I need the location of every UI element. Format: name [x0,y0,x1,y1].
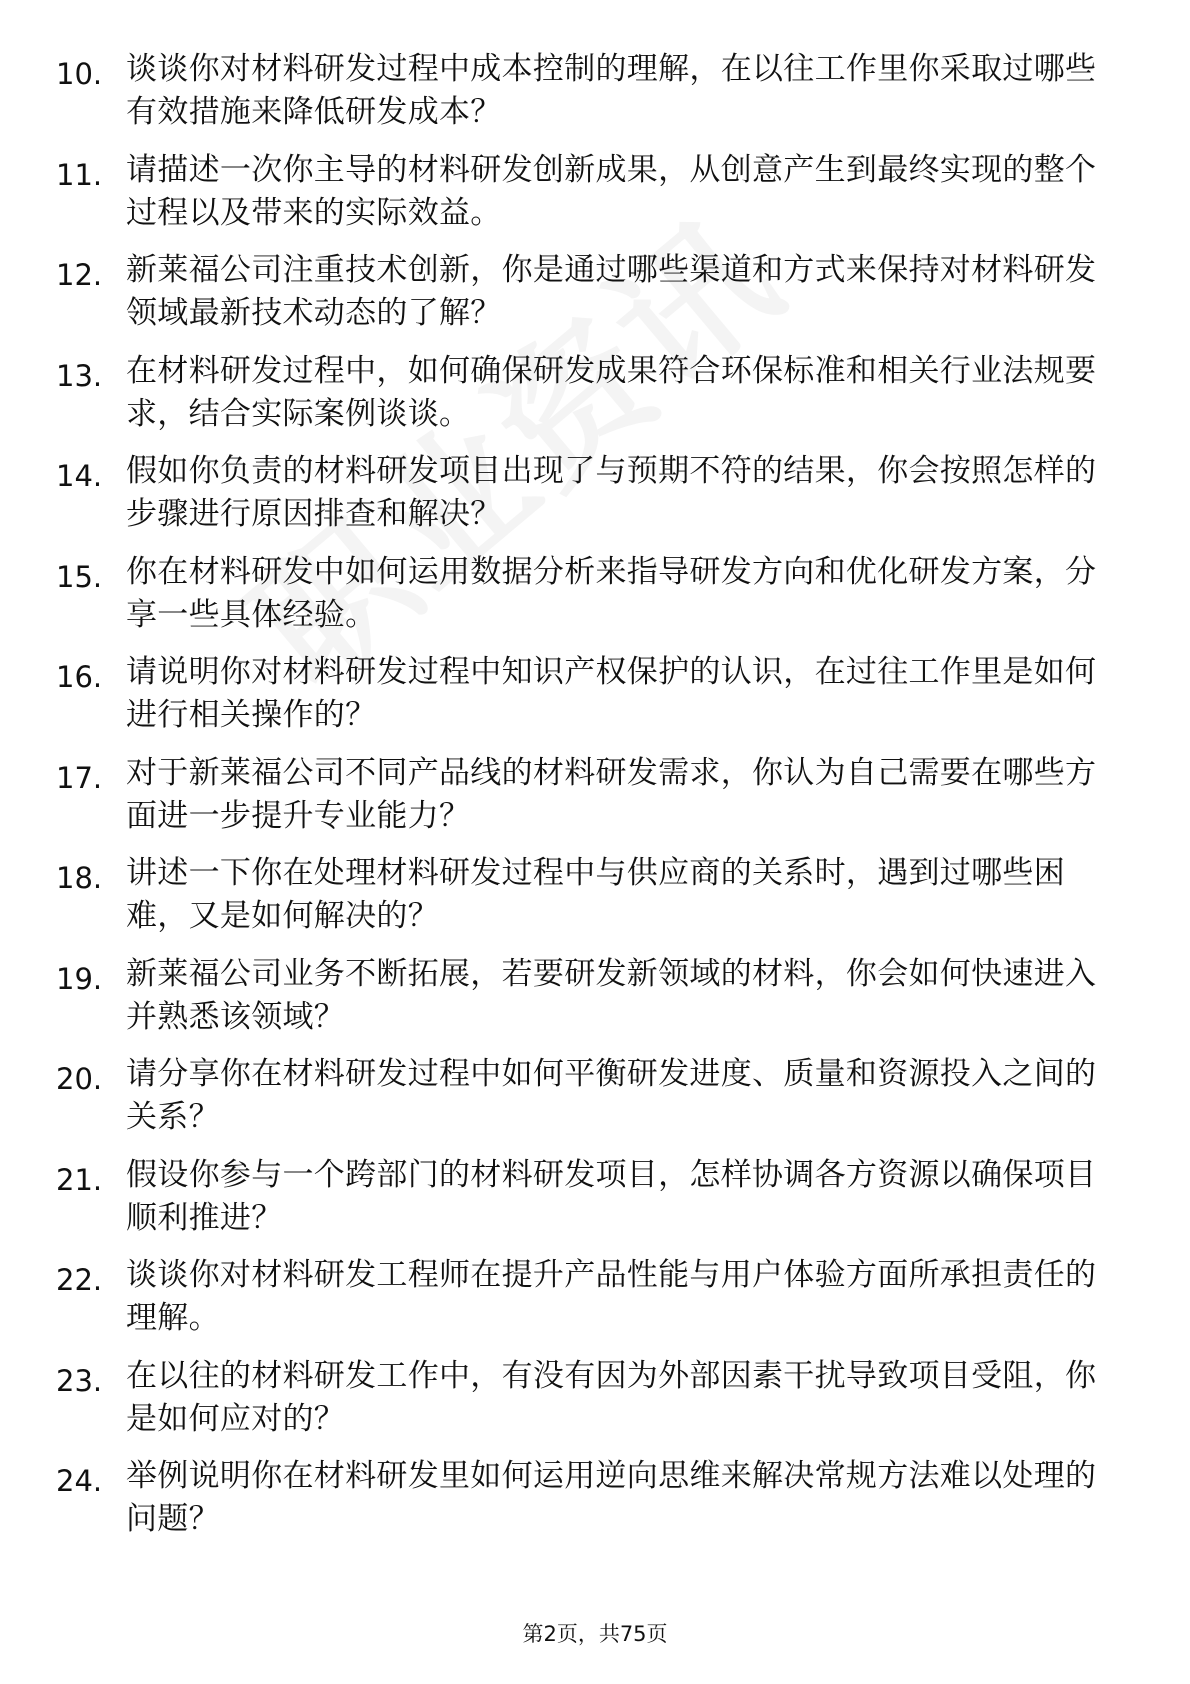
page-number-footer: 第2页，共75页 [522,1622,668,1646]
question-number: 24. [56,1464,103,1498]
question-item [0,651,1190,752]
question-number: 12. [56,258,103,292]
question-number: 17. [56,760,103,795]
question-item [0,350,1190,451]
question-text: 讲述一下你在处理材料研发过程中与供应商的关系时，遇到过哪些困难，又是如何解决的？ [126,855,1065,934]
question-list [0,48,1190,1556]
question-text: 在材料研发过程中，如何确保研发成果符合环保标准和相关行业法规要求，结合实际案例谈谈。 [126,352,1097,432]
question-item [0,249,1190,350]
question-item [0,450,1190,551]
question-text: 假设你参与一个跨部门的材料研发项目，怎样协调各方资源以确保项目顺利推进？ [126,1156,1097,1236]
question-text: 谈谈你对材料研发过程中成本控制的理解，在以往工作里你采取过哪些有效措施来降低研发成本？ [126,51,1097,130]
question-number: 22. [56,1263,103,1297]
question-item [0,149,1190,250]
question-number: 11. [56,157,103,192]
question-text: 在以往的材料研发工作中，有没有因为外部因素干扰导致项目受阻，你是如何应对的？ [126,1357,1097,1437]
question-item [0,1355,1190,1456]
question-number: 19. [56,961,103,996]
question-number: 23. [56,1363,103,1398]
question-text: 请描述一次你主导的材料研发创新成果，从创意产生到最终实现的整个过程以及带来的实际效益。 [126,151,1097,231]
question-number: 20. [56,1062,103,1096]
question-number: 15. [56,559,103,594]
question-text: 新莱福公司业务不断拓展，若要研发新领域的材料，你会如何快速进入并熟悉该领域？ [126,955,1097,1035]
question-item [0,48,1190,149]
question-number: 14. [56,459,103,493]
question-number: 18. [56,861,103,895]
question-number: 10. [56,57,103,91]
question-text: 对于新莱福公司不同产品线的材料研发需求，你认为自己需要在哪些方面进一步提升专业能力？ [126,754,1097,834]
question-text: 你在材料研发中如何运用数据分析来指导研发方向和优化研发方案，分享一些具体经验。 [126,553,1097,633]
question-text: 谈谈你对材料研发工程师在提升产品性能与用户体验方面所承担责任的理解。 [126,1257,1097,1336]
question-number: 13. [56,358,103,393]
question-item [0,1154,1190,1255]
question-text: 请说明你对材料研发过程中知识产权保护的认识，在过往工作里是如何进行相关操作的？ [126,654,1097,733]
question-text: 请分享你在材料研发过程中如何平衡研发进度、质量和资源投入之间的关系？ [126,1056,1097,1135]
question-item [0,1053,1190,1154]
question-item [0,852,1190,953]
question-item [0,551,1190,652]
question-text: 假如你负责的材料研发项目出现了与预期不符的结果，你会按照怎样的步骤进行原因排查和解决？ [126,453,1097,532]
question-text: 举例说明你在材料研发里如何运用逆向思维来解决常规方法难以处理的问题？ [126,1458,1097,1537]
question-item [0,1254,1190,1355]
question-item [0,1455,1190,1556]
question-number: 21. [56,1162,103,1197]
question-number: 16. [56,660,103,694]
question-text: 新莱福公司注重技术创新，你是通过哪些渠道和方式来保持对材料研发领域最新技术动态的了解？ [126,252,1097,331]
question-item [0,953,1190,1054]
question-item [0,752,1190,853]
